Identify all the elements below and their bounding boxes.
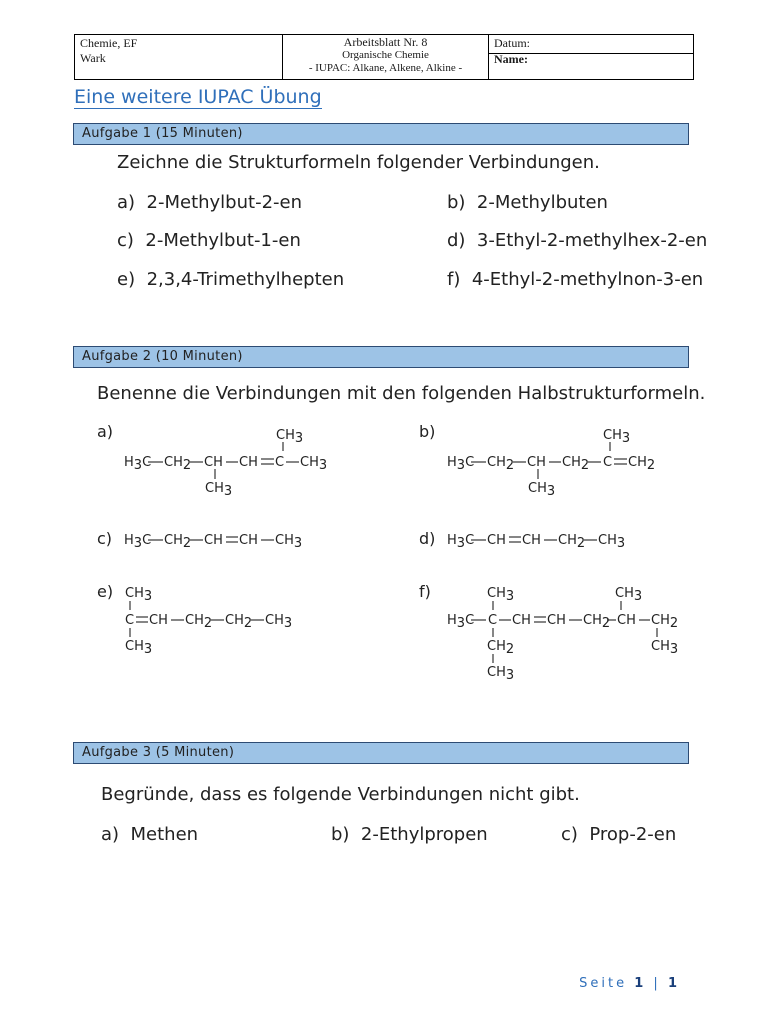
svg-text:CH3: CH3 [603,428,631,446]
task3-heading: Aufgabe 3 (5 Minuten) [73,742,689,764]
task3-item-a: a) Methen [101,824,199,845]
svg-text:CH3: CH3 [300,455,328,473]
svg-text:CH2: CH2 [164,455,192,473]
task2-label-f: f) [419,582,431,601]
svg-text:CH3: CH3 [487,586,515,604]
task1-item-c: c) 2-Methylbut-1-en [117,230,301,251]
svg-text:H3C: H3C [124,455,152,473]
task2-label-c: c) [97,529,113,548]
formula-f [443,582,688,684]
header-cell-sheet [283,35,489,79]
svg-text:CH3: CH3 [205,481,233,499]
svg-text:CH: CH [527,455,546,470]
svg-text:CH: CH [547,613,566,628]
task1-instruction: Zeichne die Strukturformeln folgender Verbindungen. [117,152,600,173]
formula-e [120,582,315,660]
svg-text:CH: CH [149,613,168,628]
formula-d [443,526,638,554]
task3-item-c: c) Prop-2-en [561,824,677,845]
task2-heading: Aufgabe 2 (10 Minuten) [73,346,689,368]
task1-heading: Aufgabe 1 (15 Minuten) [73,123,689,145]
header-teacher: Wark [80,51,106,65]
header-topic: Organische Chemie [342,49,429,61]
header-date-label: Datum: [489,35,693,54]
svg-text:CH3: CH3 [265,613,293,631]
svg-text:CH3: CH3 [528,481,556,499]
header-subject: Chemie, EF [80,36,138,50]
svg-text:C: C [603,455,613,470]
formula-b [443,424,688,499]
task2-label-d: d) [419,529,436,548]
svg-text:CH3: CH3 [275,533,303,551]
task3-instruction: Begründe, dass es folgende Verbindungen nicht gibt. [101,784,580,805]
svg-text:CH2: CH2 [562,455,590,473]
svg-text:CH: CH [204,455,223,470]
svg-text:CH2: CH2 [651,613,679,631]
svg-text:H3C: H3C [447,455,475,473]
svg-text:H3C: H3C [447,613,475,631]
task1-item-a: a) 2-Methylbut-2-en [117,192,303,213]
header-cell-course [75,35,283,79]
task2-label-b: b) [419,422,436,441]
svg-text:CH: CH [617,613,636,628]
task2-label-e: e) [97,582,114,601]
page-title: Eine weitere IUPAC Übung [74,86,322,108]
svg-text:CH3: CH3 [487,665,515,683]
task1-item-b: b) 2-Methylbuten [447,192,608,213]
page-footer: Seite 1 | 1 [579,976,680,991]
svg-text:C: C [275,455,285,470]
formula-a [120,424,335,499]
svg-text:CH: CH [512,613,531,628]
svg-text:CH2: CH2 [487,639,515,657]
svg-text:CH: CH [487,533,506,548]
svg-text:C: C [488,613,498,628]
header-table [74,34,694,80]
header-name-label: Name: [494,52,528,66]
svg-text:CH: CH [239,455,258,470]
svg-text:H3C: H3C [447,533,475,551]
task2-instruction: Benenne die Verbindungen mit den folgenden Halbstrukturformeln. [97,383,706,404]
task1-item-d: d) 3-Ethyl-2-methylhex-2-en [447,230,708,251]
svg-text:CH2: CH2 [558,533,586,551]
formula-c [120,526,315,554]
svg-text:H3C: H3C [124,533,152,551]
task1-item-e: e) 2,3,4-Trimethylhepten [117,269,345,290]
svg-text:CH2: CH2 [225,613,253,631]
svg-text:C: C [125,613,135,628]
header-sheet: Arbeitsblatt Nr. 8 [343,35,428,49]
svg-text:CH3: CH3 [125,586,153,604]
svg-text:CH3: CH3 [125,639,153,657]
task1-item-f: f) 4-Ethyl-2-methylnon-3-en [447,269,704,290]
svg-text:CH2: CH2 [628,455,656,473]
svg-text:CH2: CH2 [164,533,192,551]
svg-text:CH: CH [239,533,258,548]
svg-text:CH3: CH3 [651,639,679,657]
header-subtopic: - IUPAC: Alkane, Alkene, Alkine - [308,62,463,74]
task2-label-a: a) [97,422,114,441]
task3-item-b: b) 2-Ethylpropen [331,824,488,845]
svg-text:CH3: CH3 [615,586,643,604]
svg-text:CH: CH [522,533,541,548]
svg-text:CH3: CH3 [598,533,626,551]
svg-text:CH2: CH2 [185,613,213,631]
svg-text:CH2: CH2 [487,455,515,473]
header-cell-student [489,35,693,79]
svg-text:CH3: CH3 [276,428,304,446]
svg-text:CH2: CH2 [583,613,611,631]
svg-text:CH: CH [204,533,223,548]
